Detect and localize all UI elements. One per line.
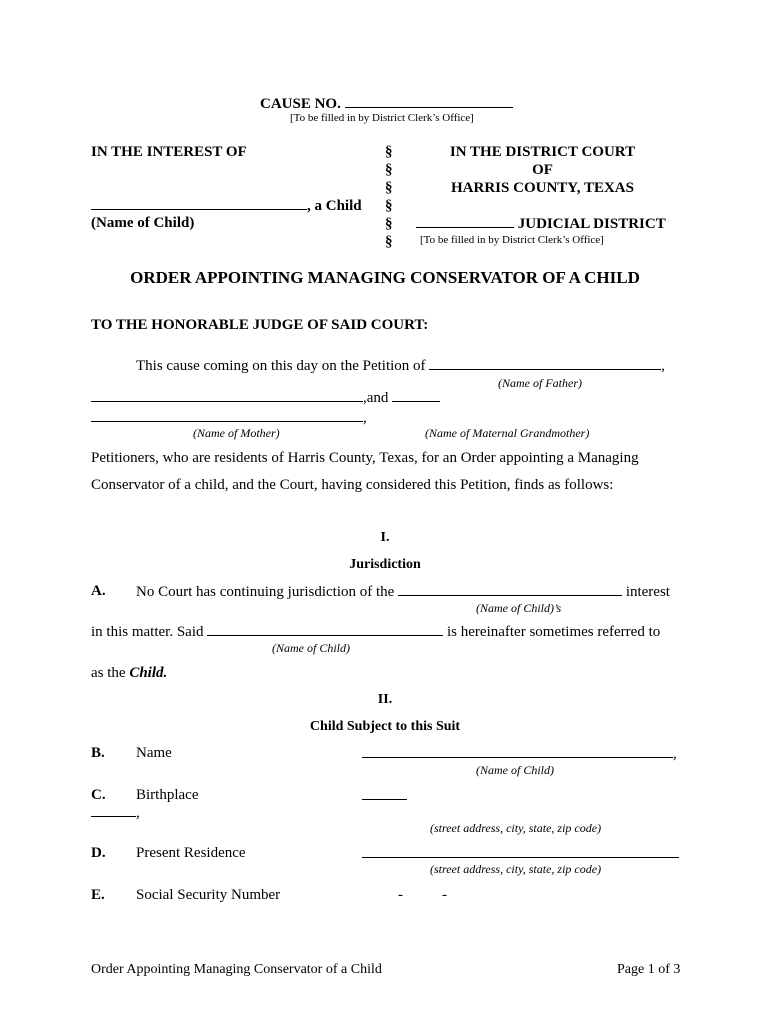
intro-paragraph-line-1: Petitioners, who are residents of Harris County, Texas, for an Order appointing a Managing [91,450,639,466]
section-2-heading: Child Subject to this Suit [309,719,461,734]
court-line-3: HARRIS COUNTY, TEXAS [451,180,634,196]
item-c-field: Birthplace [136,787,199,803]
item-e-field: Social Security Number [136,887,281,903]
item-d-hint: (street address, city, state, zip code) [430,862,602,876]
cause-note: [To be filled in by District Clerk’s Office] [290,112,474,124]
father-name-field[interactable] [429,357,661,370]
section-symbol: § [385,162,393,178]
birthplace-entry [362,787,407,805]
item-e-label: E. [91,887,105,903]
section-2-numeral: II. [377,692,393,707]
ssn-dash-1: - [398,887,403,903]
page-number: Page 1 of 3 [617,962,681,977]
section-1-heading: Jurisdiction [349,557,421,572]
section-symbol: § [385,234,393,250]
name-of-child-label: (Name of Child) [91,215,195,231]
item-a-label: A. [91,583,106,599]
name-of-mother-hint: (Name of Mother) [193,426,280,440]
birthplace-field[interactable] [362,787,407,800]
birthplace-field-2[interactable] [91,804,136,817]
cause-number-field[interactable] [345,95,513,108]
item-a-text: No Court has continuing jurisdiction of the interest [136,584,670,600]
intro-line-3: , [91,409,367,427]
section-symbol: § [385,144,393,160]
district-note: [To be filled in by District Clerk’s Office] [420,234,604,246]
as-the-child-line: as the Child. [91,665,168,681]
district-number-field[interactable] [416,215,514,228]
footer-title: Order Appointing Managing Conservator of a Child [91,962,382,977]
child-possessive-field[interactable] [398,583,622,596]
salutation: TO THE HONORABLE JUDGE OF SAID COURT: [91,317,429,333]
intro-line-2: ,and [91,389,440,407]
item-b-label: B. [91,745,105,761]
judicial-district: JUDICIAL DISTRICT [416,215,666,233]
grandmother-name-field[interactable] [392,389,440,402]
name-of-father-hint: (Name of Father) [498,376,582,390]
section-symbol: § [385,216,393,232]
said-name-of-child-hint: (Name of Child) [272,641,350,655]
court-line-2: OF [532,162,553,178]
item-d-field: Present Residence [136,845,246,861]
mother-name-field[interactable] [91,389,363,402]
child-name-field[interactable] [91,197,307,210]
document-title: ORDER APPOINTING MANAGING CONSERVATOR OF A CHILD [130,268,640,287]
item-c-hint: (street address, city, state, zip code) [430,821,602,835]
name-of-child-possessive-hint: (Name of Child)’s [476,601,562,615]
intro-paragraph-line-2: Conservator of a child, and the Court, having considered this Petition, finds as follows: [91,477,614,493]
item-b-field: Name [136,745,172,761]
ssn-dash-2: - [442,887,447,903]
intro-line-1: This cause coming on this day on the Petition of , [136,358,666,374]
said-child-field[interactable] [207,623,443,636]
item-d-label: D. [91,845,106,861]
residence-field[interactable] [362,845,679,858]
cause-label: CAUSE NO. [260,96,341,112]
item-b-hint: (Name of Child) [476,763,554,777]
item-c-label: C. [91,787,106,803]
child-name-entry: , [362,745,677,763]
residence-entry [362,845,679,863]
section-symbol: § [385,198,393,214]
said-line: in this matter. Said is hereinafter sometimes referred to [91,624,661,640]
grandmother-name-line[interactable] [91,409,363,422]
birthplace-continuation: , [91,804,140,822]
court-line-1: IN THE DISTRICT COURT [449,144,636,160]
section-1-numeral: I. [380,530,390,545]
cause-number [260,95,513,113]
name-of-grandmother-hint: (Name of Maternal Grandmother) [425,426,590,440]
section-symbol: § [385,180,393,196]
child-name-entry-field[interactable] [362,745,673,758]
interest-of-label: IN THE INTEREST OF [91,144,247,160]
child-name-line: , a Child [91,197,362,215]
